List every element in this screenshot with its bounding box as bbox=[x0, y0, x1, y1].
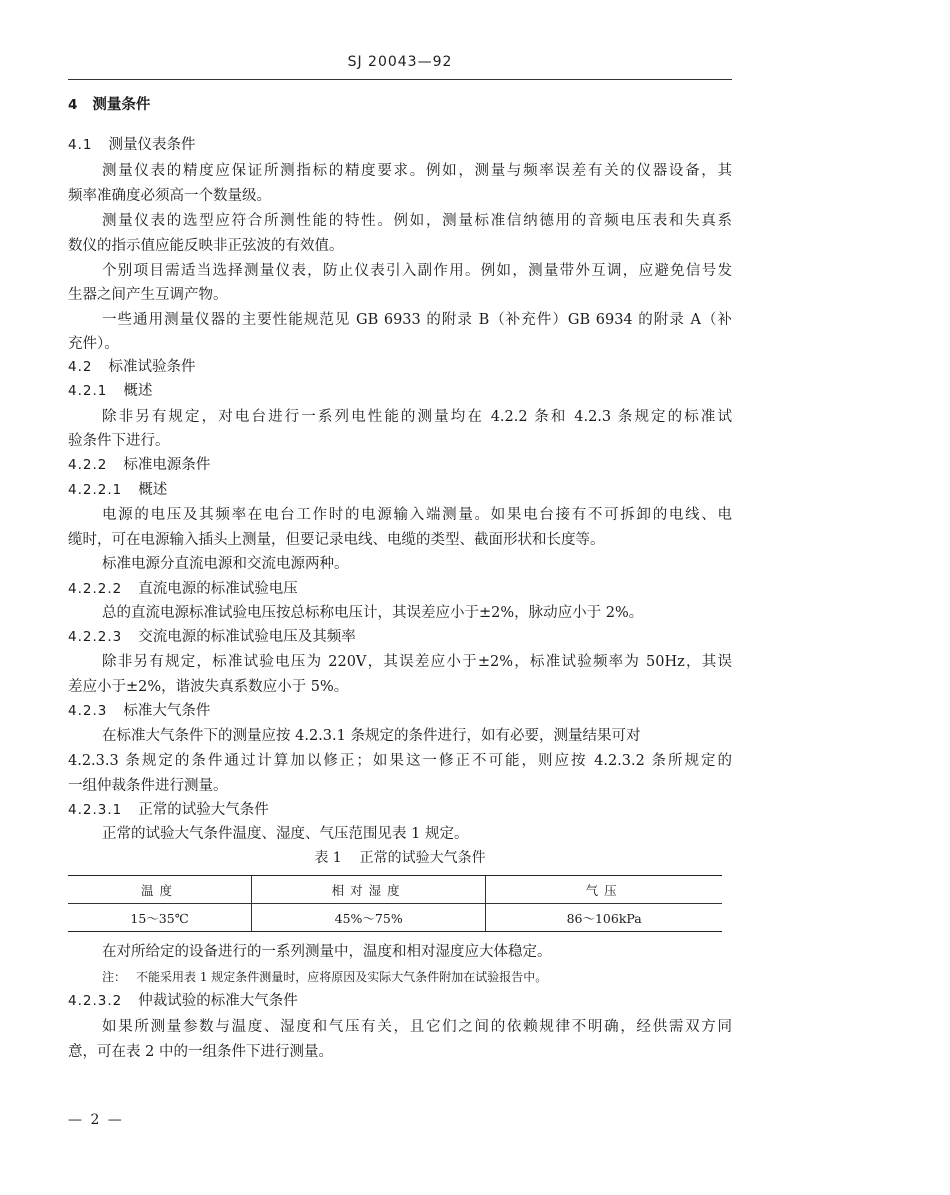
section-number: 4.2.2.1 bbox=[68, 482, 123, 498]
section-4-2-3-1-heading bbox=[68, 800, 732, 820]
table-1 bbox=[68, 875, 722, 932]
paragraph-line: 4.2.3.3 条规定的条件通过计算加以修正；如果这一修正不可能，则应按 4.2.3.2 条所规定的 bbox=[68, 753, 732, 769]
paragraph-line: 测量仪表的选型应符合所测性能的特性。例如，测量标准信纳德用的音频电压表和失真系 bbox=[102, 213, 732, 229]
section-4-2-2-1-heading bbox=[68, 480, 732, 500]
paragraph-line: 除非另有规定，对电台进行一系列电性能的测量均在 4.2.2 条和 4.2.3 条规定的标准试 bbox=[102, 409, 732, 425]
table-header-pressure: 气压 bbox=[486, 876, 722, 904]
section-title: 测量条件 bbox=[92, 97, 151, 113]
section-title: 正常的试验大气条件 bbox=[138, 802, 269, 818]
section-title: 概述 bbox=[123, 383, 153, 399]
section-title: 标准大气条件 bbox=[123, 703, 211, 719]
paragraph-line: 在对所给定的设备进行的一系列测量中，温度和相对湿度应大体稳定。 bbox=[102, 944, 552, 960]
section-number: 4.2.2 bbox=[68, 457, 108, 473]
section-4-2-3-heading bbox=[68, 701, 732, 721]
paragraph-line: 在标准大气条件下的测量应按 4.2.3.1 条规定的条件进行，如有必要，测量结果可对 bbox=[102, 728, 641, 744]
paragraph-line: 正常的试验大气条件温度、湿度、气压范围见表 1 规定。 bbox=[102, 826, 469, 842]
paragraph-line: 一些通用测量仪器的主要性能规范见 GB 6933 的附录 B（补充件）GB 6934 的附录 A（补 bbox=[102, 312, 732, 328]
section-4-2-2-3-heading bbox=[68, 627, 732, 647]
section-4-2-1-heading bbox=[68, 381, 732, 401]
section-number: 4.2 bbox=[68, 359, 93, 375]
note-text: 不能采用表 1 规定条件测量时，应将原因及实际大气条件附加在试验报告中。 bbox=[136, 970, 548, 984]
document-header: SJ 20043—92 bbox=[347, 54, 453, 70]
table-header-row bbox=[68, 876, 722, 904]
table-cell-temperature: 15～35℃ bbox=[130, 910, 189, 926]
paragraph-line: 意，可在表 2 中的一组条件下进行测量。 bbox=[68, 1044, 333, 1060]
section-4-2-3-2-heading bbox=[68, 991, 732, 1011]
section-number: 4.2.3.2 bbox=[68, 993, 123, 1009]
section-number: 4.2.3 bbox=[68, 703, 108, 719]
paragraph-line: 个别项目需适当选择测量仪表，防止仪表引入副作用。例如，测量带外互调，应避免信号发 bbox=[102, 263, 732, 279]
table-1-caption bbox=[68, 848, 732, 868]
paragraph-line: 差应小于±2%，谐波失真系数应小于 5%。 bbox=[68, 679, 349, 695]
section-title: 交流电源的标准试验电压及其频率 bbox=[138, 629, 356, 645]
section-number: 4.2.1 bbox=[68, 383, 108, 399]
note-label: 注： bbox=[102, 970, 127, 984]
section-title: 标准电源条件 bbox=[123, 457, 211, 473]
paragraph-line: 除非另有规定，标准试验电压为 220V，其误差应小于±2%，标准试验频率为 50Hz，其误 bbox=[102, 654, 732, 670]
section-4-2-heading bbox=[68, 357, 732, 377]
page-number: — 2 — bbox=[68, 1112, 124, 1128]
paragraph-line: 验条件下进行。 bbox=[68, 433, 170, 449]
paragraph-line: 一组仲裁条件进行测量。 bbox=[68, 778, 228, 794]
section-4-2-2-heading bbox=[68, 455, 732, 475]
paragraph-line: 生器之间产生互调产物。 bbox=[68, 287, 228, 303]
section-number: 4.1 bbox=[68, 137, 93, 153]
section-number: 4.2.2.3 bbox=[68, 629, 123, 645]
table-header-humidity: 相对湿度 bbox=[252, 876, 486, 904]
section-title: 概述 bbox=[138, 482, 168, 498]
paragraph-line: 电源的电压及其频率在电台工作时的电源输入端测量。如果电台接有不可拆卸的电线、电 bbox=[102, 507, 732, 523]
section-title: 标准试验条件 bbox=[108, 359, 196, 375]
table-caption-text: 正常的试验大气条件 bbox=[359, 850, 486, 866]
table-cell-pressure: 86～106kPa bbox=[486, 904, 722, 932]
section-number: 4.2.3.1 bbox=[68, 802, 123, 818]
paragraph-line: 总的直流电源标准试验电压按总标称电压计，其误差应小于±2%，脉动应小于 2%。 bbox=[102, 605, 644, 621]
table-row bbox=[68, 904, 722, 932]
paragraph-line: 充件）。 bbox=[68, 336, 119, 352]
section-title: 直流电源的标准试验电压 bbox=[138, 581, 298, 597]
paragraph-line: 如果所测量参数与温度、湿度和气压有关，且它们之间的依赖规律不明确，经供需双方同 bbox=[102, 1019, 732, 1035]
section-4-1-heading bbox=[68, 135, 732, 155]
paragraph-line: 标准电源分直流电源和交流电源两种。 bbox=[102, 556, 349, 572]
section-4-heading bbox=[68, 95, 732, 115]
section-number: 4 bbox=[68, 97, 79, 113]
table-note bbox=[102, 968, 732, 986]
table-header-temperature: 温度 bbox=[141, 882, 179, 898]
paragraph-line: 缆时，可在电源输入插头上测量，但要记录电线、电缆的类型、截面形状和长度等。 bbox=[68, 532, 605, 548]
paragraph-line: 测量仪表的精度应保证所测指标的精度要求。例如，测量与频率误差有关的仪器设备，其 bbox=[102, 163, 732, 179]
header-rule bbox=[68, 79, 732, 80]
section-number: 4.2.2.2 bbox=[68, 581, 123, 597]
table-number: 表 1 bbox=[314, 850, 342, 866]
paragraph-line: 数仪的指示值应能反映非正弦波的有效值。 bbox=[68, 238, 344, 254]
section-title: 仲裁试验的标准大气条件 bbox=[138, 993, 298, 1009]
section-title: 测量仪表条件 bbox=[108, 137, 196, 153]
table-cell-humidity: 45%～75% bbox=[252, 904, 486, 932]
paragraph-line: 频率准确度必须高一个数量级。 bbox=[68, 188, 271, 204]
section-4-2-2-2-heading bbox=[68, 579, 732, 599]
